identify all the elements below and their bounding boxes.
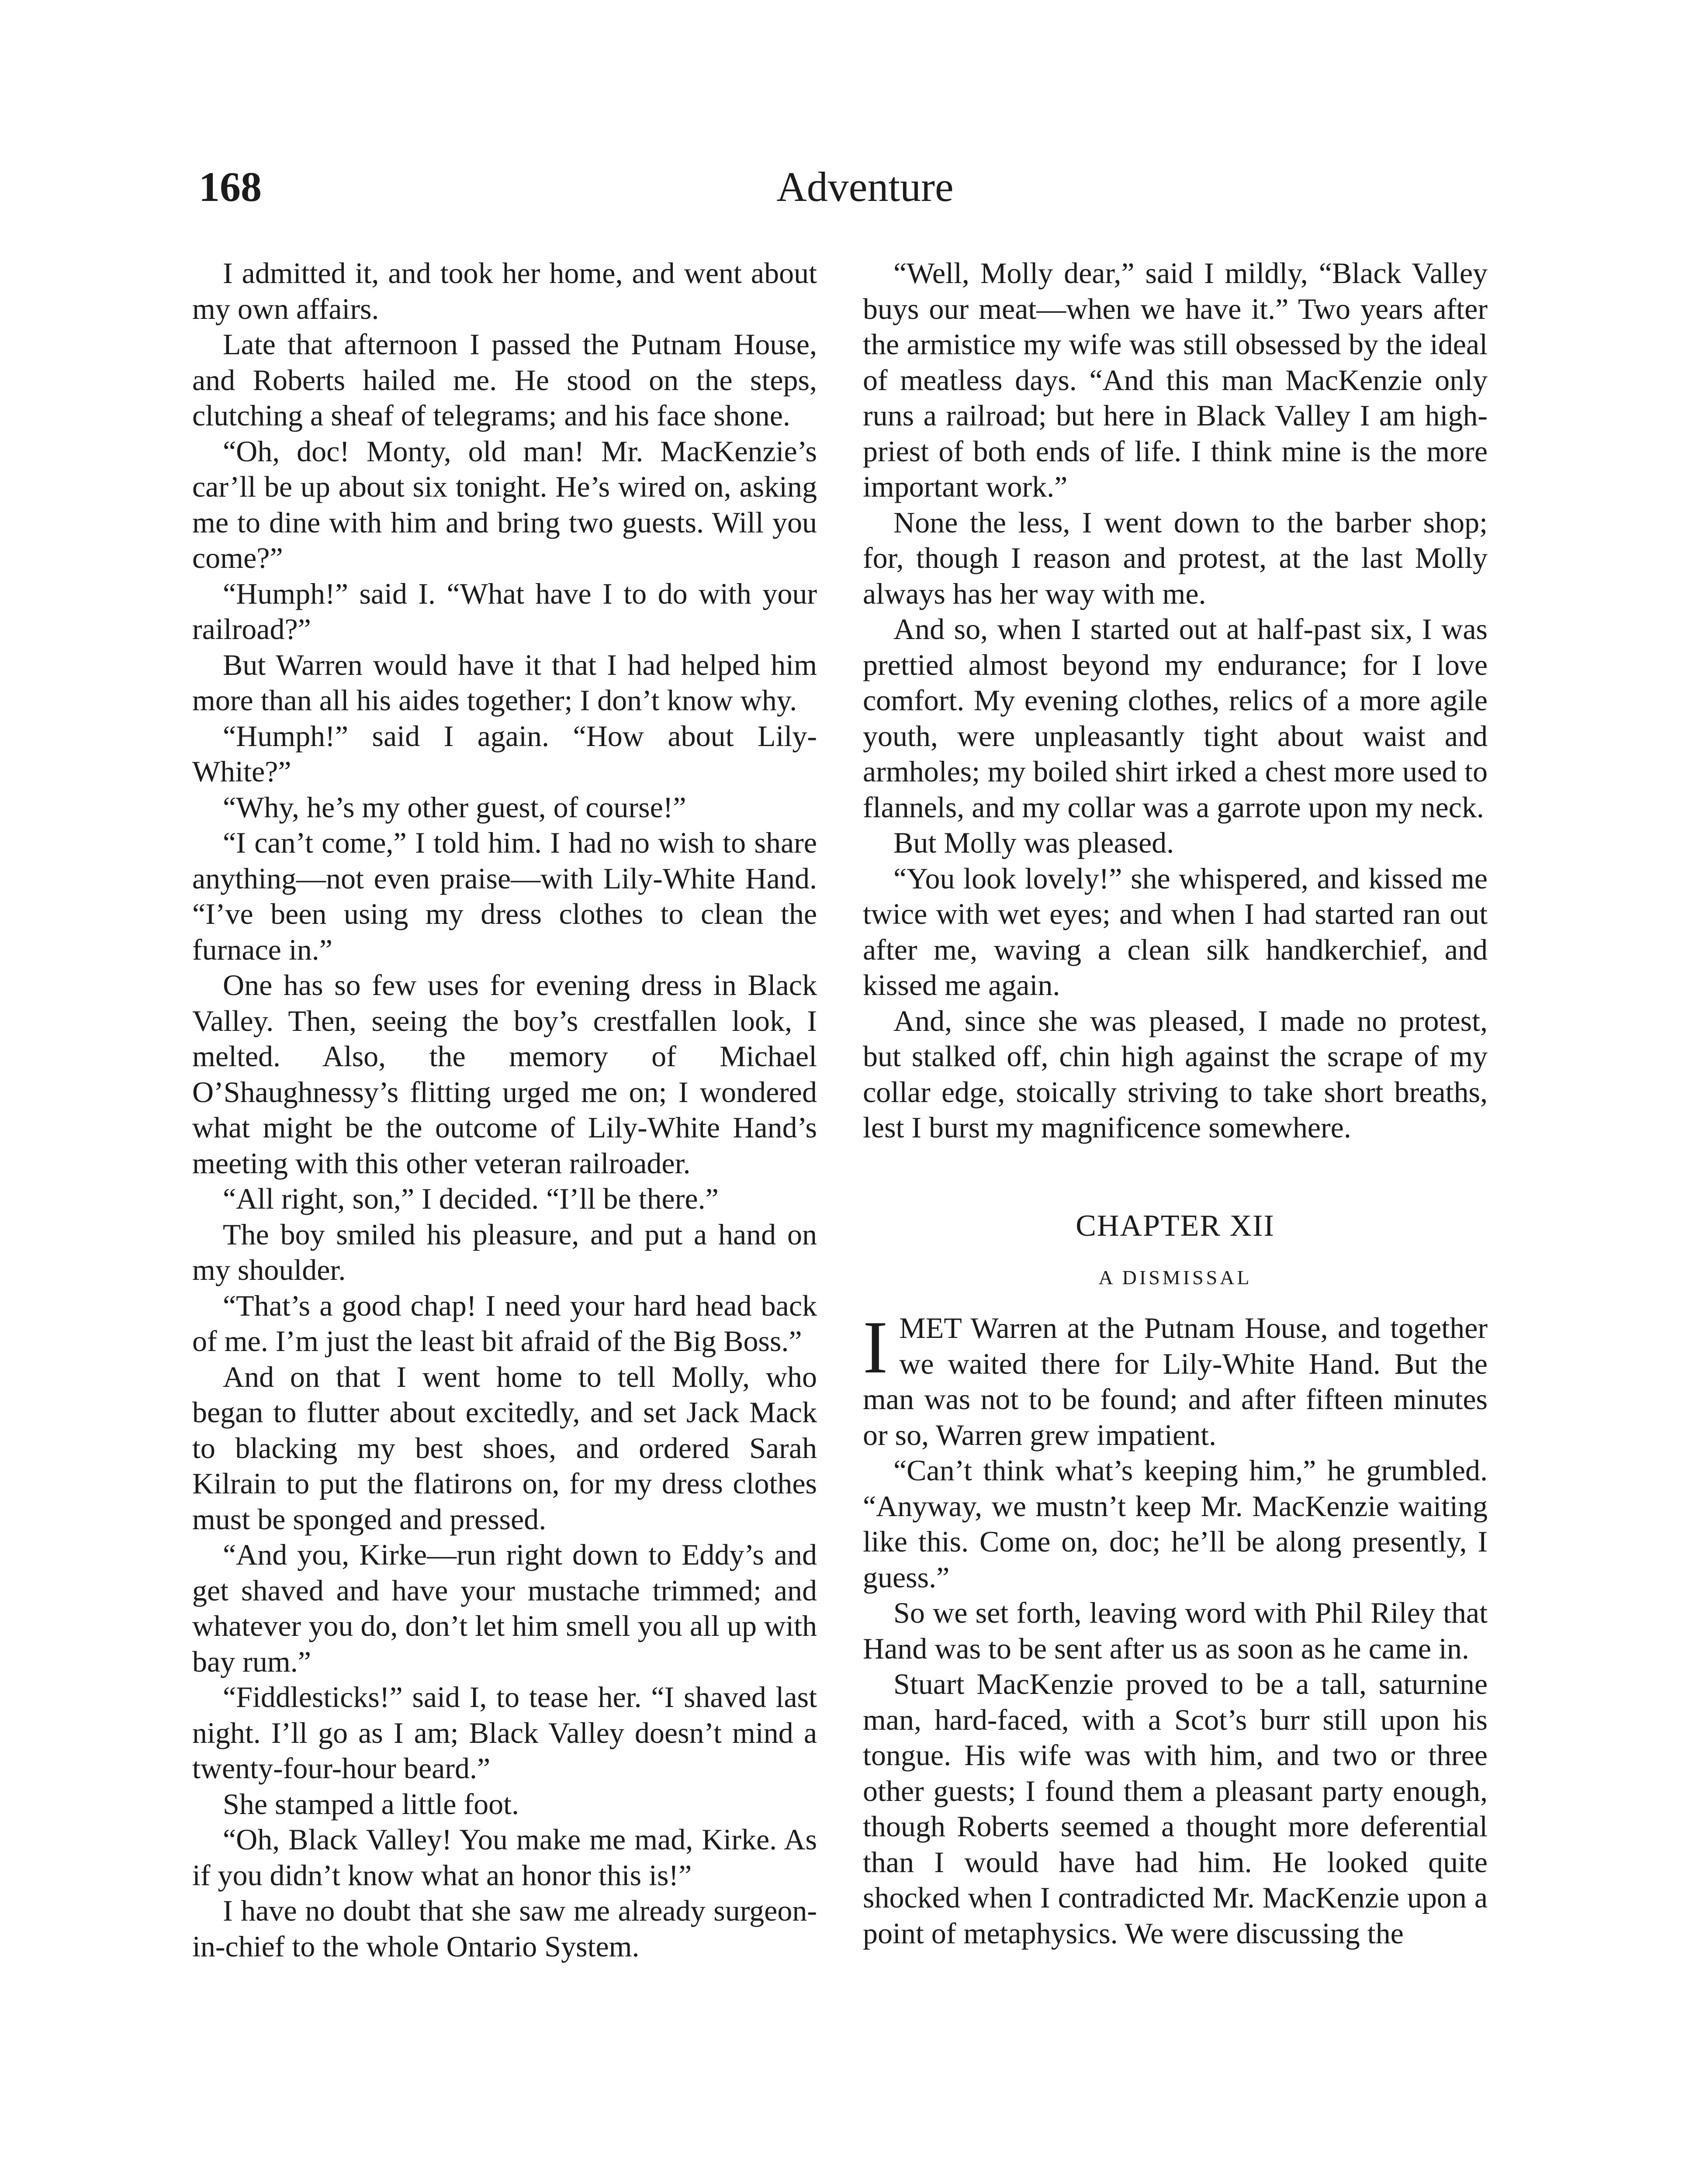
paragraph: “Fiddlesticks!” said I, to tease her. “I shaved last night. I’ll go as I am; Black Valley doesn’t mind a twenty-four-hour beard.” (192, 1680, 817, 1785)
paragraph: “Can’t think what’s keeping him,” he grumbled. “Anyway, we mustn’t keep Mr. MacKenzie waiting like this. Come on, doc; he’ll be along presently, I guess.” (863, 1454, 1488, 1594)
paragraph: None the less, I went down to the barber shop; for, though I reason and protest, at the last Molly always has her way with me. (863, 505, 1488, 610)
drop-cap: I (863, 1306, 888, 1389)
paragraph: “And you, Kirke—run right down to Eddy’s and get shaved and have your mustache trimmed; and whatever you do, don’t let him smell you all up with bay rum.” (192, 1538, 817, 1678)
paragraph: “That’s a good chap! I need your hard head back of me. I’m just the least bit afraid of the Big Boss.” (192, 1289, 817, 1358)
paragraph: I have no doubt that she saw me already surgeon-in-chief to the whole Ontario System. (192, 1894, 817, 1963)
paragraph: “Why, he’s my other guest, of course!” (223, 790, 686, 824)
paragraph: “Humph!” said I again. “How about Lily-White?” (192, 719, 817, 788)
right-column (863, 256, 1488, 1951)
chapter-title: CHAPTER XII (1076, 1209, 1275, 1243)
paragraph: But Molly was pleased. (893, 826, 1174, 859)
paragraph: “Well, Molly dear,” said I mildly, “Black Valley buys our meat—when we have it.” Two years after the armistice my wife was still obsessed by the ideal of meatless days. “And this man MacKenzie only runs a railroad; but here in Black Valley I am high-priest of both ends of life. I think mine is the more important work.” (863, 256, 1488, 503)
paragraph: But Warren would have it that I had helped him more than all his aides together; I don’t know why. (192, 648, 817, 717)
paragraph: Late that afternoon I passed the Putnam House, and Roberts hailed me. He stood on the steps, clutching a sheaf of telegrams; and his face shone. (192, 328, 817, 432)
left-column (192, 256, 817, 1964)
running-title: Adventure (776, 163, 954, 210)
paragraph: “All right, son,” I decided. “I’ll be there.” (223, 1182, 719, 1215)
chapter-opening-paragraph (863, 1306, 1488, 1453)
paragraph: And so, when I started out at half-past six, I was prettied almost beyond my endurance; for I love comfort. My evening clothes, relics of a more agile youth, were unpleasantly tight about waist and armholes; my boiled shirt irked a chest more used to flannels, and my collar was a garrote upon my neck. (863, 612, 1488, 824)
opening-text: MET Warren at the Putnam House, and together we waited there for Lily-White Hand. But the man was not to be found; and after fifteen minutes or so, Warren grew impatient. (863, 1311, 1488, 1451)
paragraph: And, since she was pleased, I made no protest, but stalked off, chin high against the scrape of my collar edge, stoically striving to take short breaths, lest I burst my magnificence somewhere. (863, 1004, 1488, 1144)
paragraph: “You look lovely!” she whispered, and kissed me twice with wet eyes; and when I had started ran out after me, waving a clean silk handkerchief, and kissed me again. (863, 861, 1488, 1002)
paragraph: And on that I went home to tell Molly, who began to flutter about excitedly, and set Jack Mack to blacking my best shoes, and ordered Sarah Kilrain to put the flatirons on, for my dress clothes must be sponged and pressed. (192, 1360, 817, 1536)
page-number: 168 (199, 163, 262, 210)
paragraph: “Oh, Black Valley! You make me mad, Kirke. As if you didn’t know what an honor this is!” (192, 1823, 817, 1892)
paragraph: I admitted it, and took her home, and went about my own affairs. (192, 256, 817, 325)
paragraph: “I can’t come,” I told him. I had no wish to share anything—not even praise—with Lily-White Hand. “I’ve been using my dress clothes to clean the furnace in.” (192, 826, 817, 966)
paragraph: The boy smiled his pleasure, and put a hand on my shoulder. (192, 1217, 817, 1286)
page-header (0, 157, 1682, 227)
chapter-subtitle: A DISMISSAL (1098, 1266, 1252, 1289)
paragraph: “Humph!” said I. “What have I to do with your railroad?” (192, 577, 817, 646)
paragraph: “Oh, doc! Monty, old man! Mr. MacKenzie’s car’ll be up about six tonight. He’s wired on, asking me to dine with him and bring two guests. Will you come?” (192, 434, 817, 574)
paragraph: One has so few uses for evening dress in Black Valley. Then, seeing the boy’s crestfallen look, I melted. Also, the memory of Michael O’Shaughnessy’s flitting urged me on; I wondered what might be the outcome of Lily-White Hand’s meeting with this other veteran railroader. (192, 968, 817, 1180)
paragraph: She stamped a little foot. (223, 1787, 519, 1821)
paragraph: Stuart MacKenzie proved to be a tall, saturnine man, hard-faced, with a Scot’s burr still upon his tongue. His wife was with him, and two or three other guests; I found them a pleasant party enough, though Roberts seemed a thought more deferential than I would have had him. He looked quite shocked when I contradicted Mr. MacKenzie upon a point of metaphysics. We were discussing the (863, 1667, 1488, 1950)
paragraph: So we set forth, leaving word with Phil Riley that Hand was to be sent after us as soon as he came in. (863, 1596, 1488, 1665)
